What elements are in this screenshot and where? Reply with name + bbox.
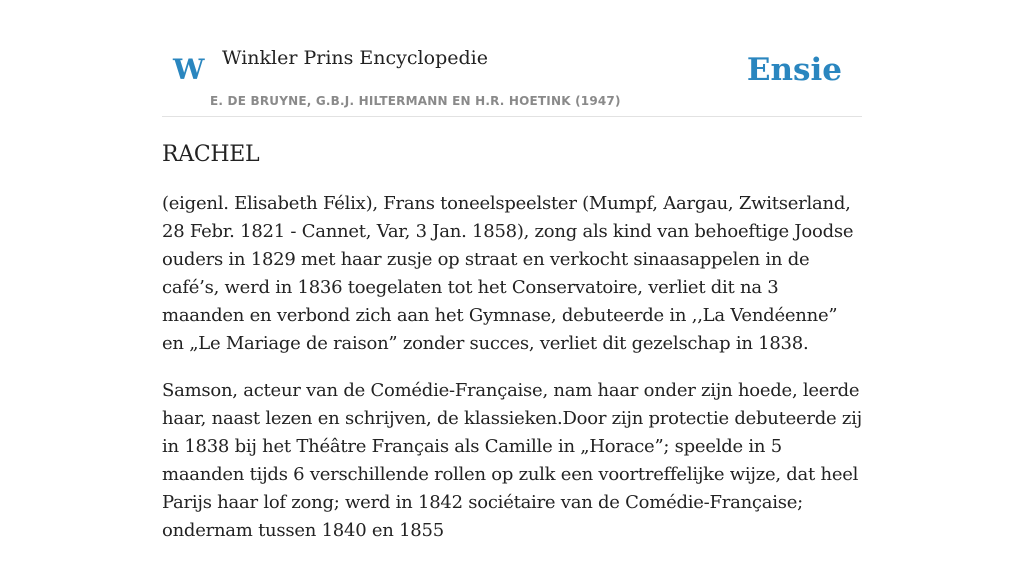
site-title[interactable]: Winkler Prins Encyclopedie [222,47,488,69]
site-header [162,0,862,117]
ensie-logo[interactable]: Ensie [746,52,842,88]
article-paragraph: (eigenl. Elisabeth Félix), Frans toneelspeelster (Mumpf, Aargau, Zwitserland, 28 Febr. 1821 - Cannet, Var, 3 Jan. 1858), zong als kind van behoeftige Joodse ouders in 1829 met haar zusje op straat en verkocht sinaasappelen in de café’s, werd in 1836 toegelaten tot het Conservatoire, verliet dit na 3 maanden en verbond zich aan het Gymnase, debuteerde in ,,La Vendéenne” en „Le Mariage de raison” zonder succes, verliet dit gezelschap in 1838. [162,193,854,354]
article [162,140,862,564]
article-title: RACHEL [162,142,260,167]
winkler-prins-logo[interactable]: W [173,53,205,86]
article-paragraph: Samson, acteur van de Comédie-Française, nam haar onder zijn hoede, leerde haar, naast lezen en schrijven, de klassieken.Door zijn protectie debuteerde zij in 1838 bij het Théâtre Français als Camille in „Horace”; speelde in 5 maanden tijds 6 verschillende rollen op zulk een voortreffelijke wijze, dat heel Parijs haar lof zong; werd in 1842 sociétaire van de Comédie-Française; ondernam tussen 1840 en 1855 [162,380,862,541]
site-subtitle: E. DE BRUYNE, G.B.J. HILTERMANN EN H.R. HOETINK (1947) [210,94,621,108]
